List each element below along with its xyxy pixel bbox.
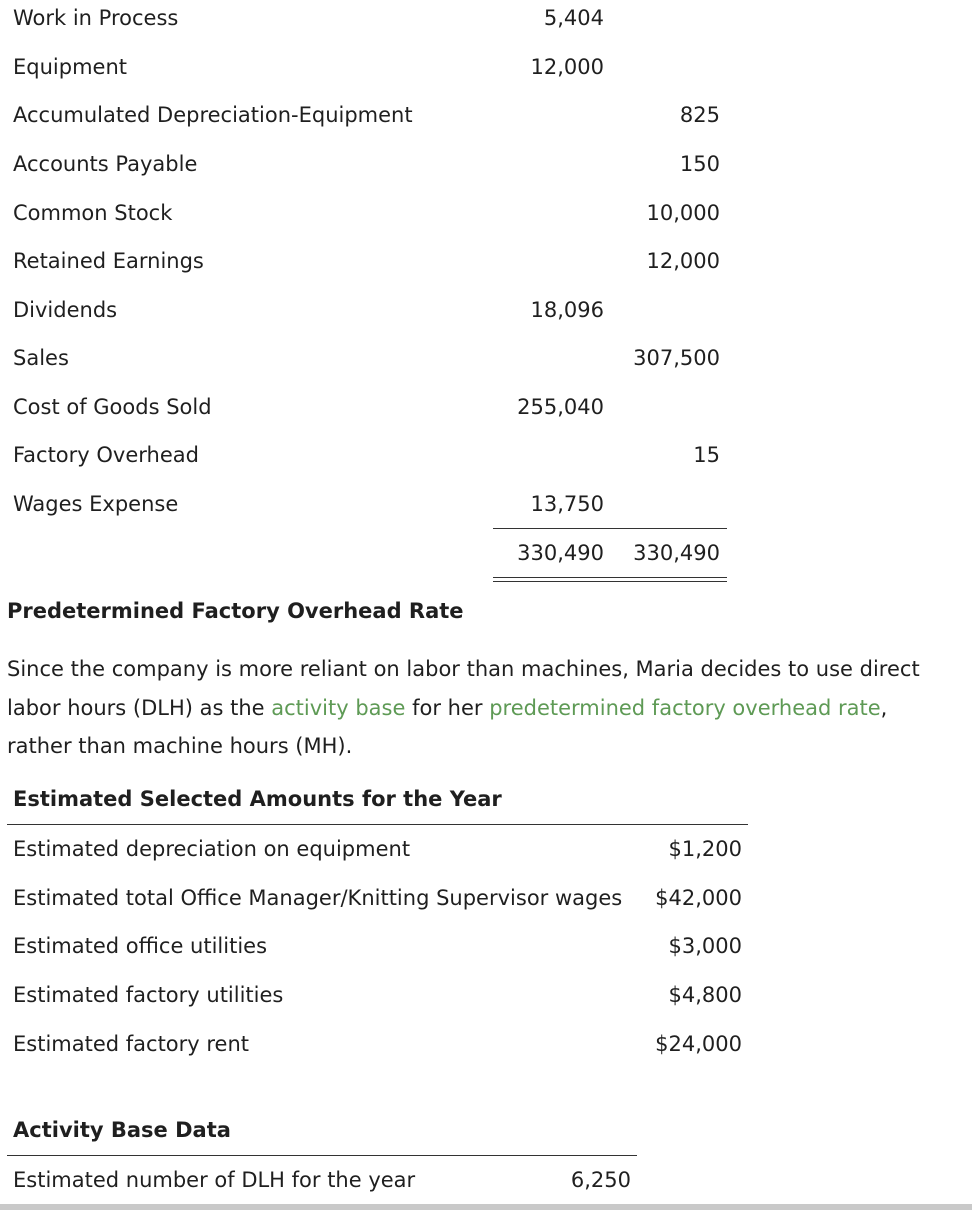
tb-account: Accumulated Depreciation-Equipment bbox=[13, 103, 413, 127]
tb-account: Common Stock bbox=[13, 201, 173, 225]
tb-account: Work in Process bbox=[13, 6, 179, 30]
tb-debit: 255,040 bbox=[517, 395, 604, 419]
horizontal-scrollbar[interactable] bbox=[0, 1204, 972, 1210]
estimate-value: $42,000 bbox=[655, 886, 742, 910]
total-debit: 330,490 bbox=[517, 541, 604, 565]
tb-credit: 12,000 bbox=[646, 249, 720, 273]
total-credit: 330,490 bbox=[633, 541, 720, 565]
estimate-label: Estimated total Office Manager/Knitting Supervisor wages bbox=[13, 886, 623, 910]
tb-debit: 18,096 bbox=[530, 298, 604, 322]
tb-debit: 13,750 bbox=[530, 492, 604, 516]
tb-debit: 12,000 bbox=[530, 55, 604, 79]
section-heading: Predetermined Factory Overhead Rate bbox=[7, 599, 464, 623]
subtotal-rule bbox=[493, 528, 727, 529]
tb-account: Wages Expense bbox=[13, 492, 179, 516]
estimate-value: $1,200 bbox=[668, 837, 742, 861]
tb-credit: 15 bbox=[693, 443, 720, 467]
activity-value: 6,250 bbox=[570, 1168, 631, 1192]
double-rule-bottom bbox=[493, 581, 727, 582]
estimate-value: $3,000 bbox=[668, 934, 742, 958]
tb-account: Cost of Goods Sold bbox=[13, 395, 212, 419]
activity-title: Activity Base Data bbox=[13, 1118, 231, 1142]
activity-rule bbox=[7, 1155, 637, 1156]
estimate-label: Estimated factory rent bbox=[13, 1032, 250, 1056]
estimates-rule bbox=[7, 824, 748, 825]
tb-account: Accounts Payable bbox=[13, 152, 198, 176]
tb-credit: 10,000 bbox=[646, 201, 720, 225]
estimate-value: $24,000 bbox=[655, 1032, 742, 1056]
estimates-title: Estimated Selected Amounts for the Year bbox=[13, 787, 502, 811]
tb-account: Dividends bbox=[13, 298, 118, 322]
activity-base-link[interactable]: activity base bbox=[271, 695, 406, 720]
intro-paragraph bbox=[7, 650, 957, 766]
overhead-rate-link[interactable]: predetermined factory overhead rate bbox=[489, 695, 881, 720]
tb-credit: 825 bbox=[679, 103, 720, 127]
double-rule-top bbox=[493, 577, 727, 578]
para-text: , rather than machine hours (MH). bbox=[7, 695, 888, 758]
tb-account: Retained Earnings bbox=[13, 249, 204, 273]
para-text: Since the company is more reliant on labor than machines, Maria decides to use direct labor hours (DLH) as the bbox=[7, 657, 920, 720]
para-text: for her bbox=[405, 695, 490, 720]
estimate-label: Estimated depreciation on equipment bbox=[13, 837, 411, 861]
estimate-value: $4,800 bbox=[668, 983, 742, 1007]
tb-account: Sales bbox=[13, 346, 69, 370]
tb-debit: 5,404 bbox=[543, 6, 604, 30]
estimate-label: Estimated factory utilities bbox=[13, 983, 284, 1007]
activity-label: Estimated number of DLH for the year bbox=[13, 1168, 416, 1192]
tb-account: Equipment bbox=[13, 55, 127, 79]
tb-account: Factory Overhead bbox=[13, 443, 199, 467]
estimate-label: Estimated office utilities bbox=[13, 934, 268, 958]
tb-credit: 307,500 bbox=[633, 346, 720, 370]
tb-credit: 150 bbox=[679, 152, 720, 176]
